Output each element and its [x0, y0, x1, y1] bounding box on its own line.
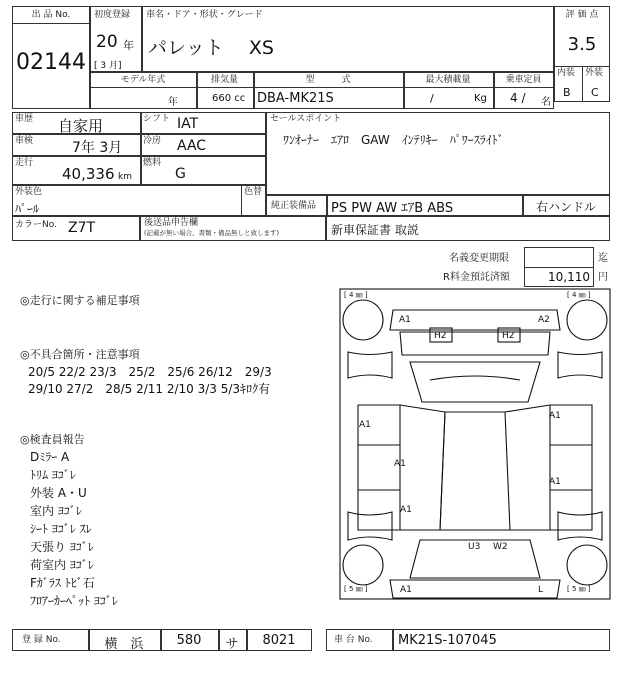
- mileage-label: 走行: [15, 158, 34, 168]
- selling-points-label: セールスポイント: [270, 114, 342, 124]
- damage-door-left: A1: [394, 459, 406, 469]
- score-value: 3.5: [567, 34, 597, 55]
- capacity-unit: 名: [541, 97, 551, 108]
- displacement-label: 排気量: [210, 75, 238, 85]
- damage-front-left-bumper: A1: [399, 315, 411, 325]
- inspector-line: ｼｰﾄ ﾖｺﾞﾚ ｽﾚ: [30, 522, 92, 536]
- registration-kana: サ: [225, 637, 239, 652]
- aftermarket-note: (記載が無い場合、書類・備品無しと致します): [144, 229, 280, 237]
- interior-grade-label: 内装: [557, 68, 576, 78]
- car-name-label: 車名・ドア・形状・グレード: [146, 10, 263, 20]
- equipment: PS PW AW ｴｱB ABS: [331, 201, 454, 216]
- inspector-line: 天張り ﾖｺﾞﾚ: [30, 540, 94, 554]
- chassis-divider: [392, 629, 394, 651]
- mileage: 40,336: [62, 165, 115, 183]
- capacity: 4 /: [510, 91, 526, 105]
- shift: IAT: [177, 116, 199, 132]
- score-label: 評 価 点: [565, 10, 599, 20]
- driving-notes-title: ◎走行に関する補足事項: [20, 294, 140, 307]
- type-label: 型 式: [305, 75, 351, 85]
- lot-number-label: 出 品 No.: [31, 10, 71, 20]
- color-number: Z7T: [68, 220, 96, 236]
- color-number-label: カラーNo.: [15, 220, 57, 230]
- defects-title: ◎不具合箇所・注意事項: [20, 348, 140, 361]
- inspector-line: 外装 A・U: [30, 486, 87, 500]
- defects-line-1: 20/5 22/2 23/3 25/2 25/6 26/12 29/3: [28, 365, 272, 379]
- selling-points: ﾜﾝｵｰﾅｰ ｴｱﾛ GAW ｲﾝﾃﾘｷｰ ﾊﾟﾜｰｽﾗｲﾄﾞ: [283, 133, 504, 147]
- model-year-unit: 年: [168, 97, 178, 108]
- car-name: パレット XS: [148, 37, 274, 59]
- inspector-line: ﾌﾛｱｰｶｰﾍﾟｯﾄ ﾖｺﾞﾚ: [30, 594, 118, 608]
- first-registration-label: 初度登録: [94, 10, 131, 20]
- damage-rear-right: L: [538, 585, 544, 595]
- max-load-unit: Kg: [474, 93, 487, 104]
- lot-number: 02144: [16, 50, 86, 75]
- max-load-label: 最大積載量: [425, 75, 471, 85]
- damage-front-right-bumper: A2: [538, 315, 550, 325]
- recycle-label: R料金預託済額: [443, 272, 510, 283]
- recycle-unit: 円: [598, 272, 608, 283]
- damage-roof-w2: W2: [493, 542, 508, 552]
- history: 自家用: [58, 117, 104, 135]
- damage-hood-right: H2: [502, 331, 515, 341]
- inspection-label: 車検: [15, 136, 34, 146]
- damage-hood-left: H2: [434, 331, 447, 341]
- color-change-label: 色替: [244, 187, 263, 197]
- shift-label: シフト: [143, 114, 171, 124]
- first-registration-year-unit: 年: [123, 39, 134, 52]
- damage-fender-left: A1: [359, 420, 371, 430]
- exterior-color-label: 外装色: [15, 187, 43, 197]
- name-change-label: 名義変更期限: [449, 253, 509, 264]
- model-year-label: モデル年式: [120, 75, 166, 85]
- tire-rear-left: [ 5 ㎜ ]: [344, 585, 368, 593]
- fuel-label: 燃料: [143, 158, 162, 168]
- inspector-line: ﾄﾘﾑ ﾖｺﾞﾚ: [30, 468, 76, 482]
- displacement: 660 cc: [212, 93, 246, 104]
- damage-rear-left: A1: [400, 585, 412, 595]
- damage-fender-right: A1: [549, 411, 561, 421]
- aircon: AAC: [177, 138, 207, 154]
- recycle-amount: 10,110: [548, 270, 590, 284]
- aftermarket-label: 後送品申告欄: [144, 218, 199, 228]
- inspector-report-title: ◎検査員報告: [20, 433, 85, 446]
- registration-serial: 8021: [262, 633, 296, 648]
- chassis-number: MK21S-107045: [398, 633, 497, 648]
- documents: 新車保証書 取説: [331, 223, 419, 237]
- damage-roof-u3: U3: [468, 542, 481, 552]
- damage-door-right: A1: [549, 477, 561, 487]
- tire-front-left: [ 4 ㎜ ]: [344, 291, 368, 299]
- model-type: DBA-MK21S: [257, 91, 334, 106]
- tire-rear-right: [ 5 ㎜ ]: [567, 585, 591, 593]
- capacity-label: 乗車定員: [505, 75, 542, 85]
- mileage-unit: km: [118, 172, 132, 182]
- interior-grade: B: [563, 86, 571, 99]
- history-label: 車歴: [15, 114, 34, 124]
- fuel: G: [175, 166, 186, 182]
- first-registration-month: [ 3 月]: [94, 61, 122, 71]
- exterior-grade-label: 外装: [585, 68, 604, 78]
- inspection: 7年 3月: [72, 140, 123, 156]
- registration-area: 横 浜: [104, 637, 144, 652]
- max-load: /: [430, 92, 434, 105]
- equipment-label: 純正装備品: [271, 201, 317, 211]
- first-registration-year: 20: [96, 32, 118, 52]
- tire-front-right: [ 4 ㎜ ]: [567, 291, 591, 299]
- registration-class: 580: [176, 633, 202, 648]
- inspector-line: 室内 ﾖｺﾞﾚ: [30, 504, 82, 518]
- exterior-color: ﾊﾟｰﾙ: [15, 202, 40, 216]
- name-change-unit: 迄: [598, 253, 608, 264]
- aircon-label: 冷房: [143, 136, 162, 146]
- inspector-line: Dﾐﾗｰ A: [30, 450, 70, 464]
- registration-number-label: 登 録 No.: [22, 635, 61, 645]
- damage-quarter-left: A1: [400, 505, 412, 515]
- inspector-line: 荷室内 ﾖｺﾞﾚ: [30, 558, 94, 572]
- inspector-line: Fｶﾞﾗｽ ﾄﾋﾞ石: [30, 576, 95, 590]
- steering-side: 右ハンドル: [535, 200, 596, 214]
- exterior-grade: C: [591, 86, 599, 99]
- defects-line-2: 29/10 27/2 28/5 2/11 2/10 3/3 5/3ｷﾛｸ有: [28, 382, 271, 396]
- chassis-number-label: 車 台 No.: [334, 635, 373, 645]
